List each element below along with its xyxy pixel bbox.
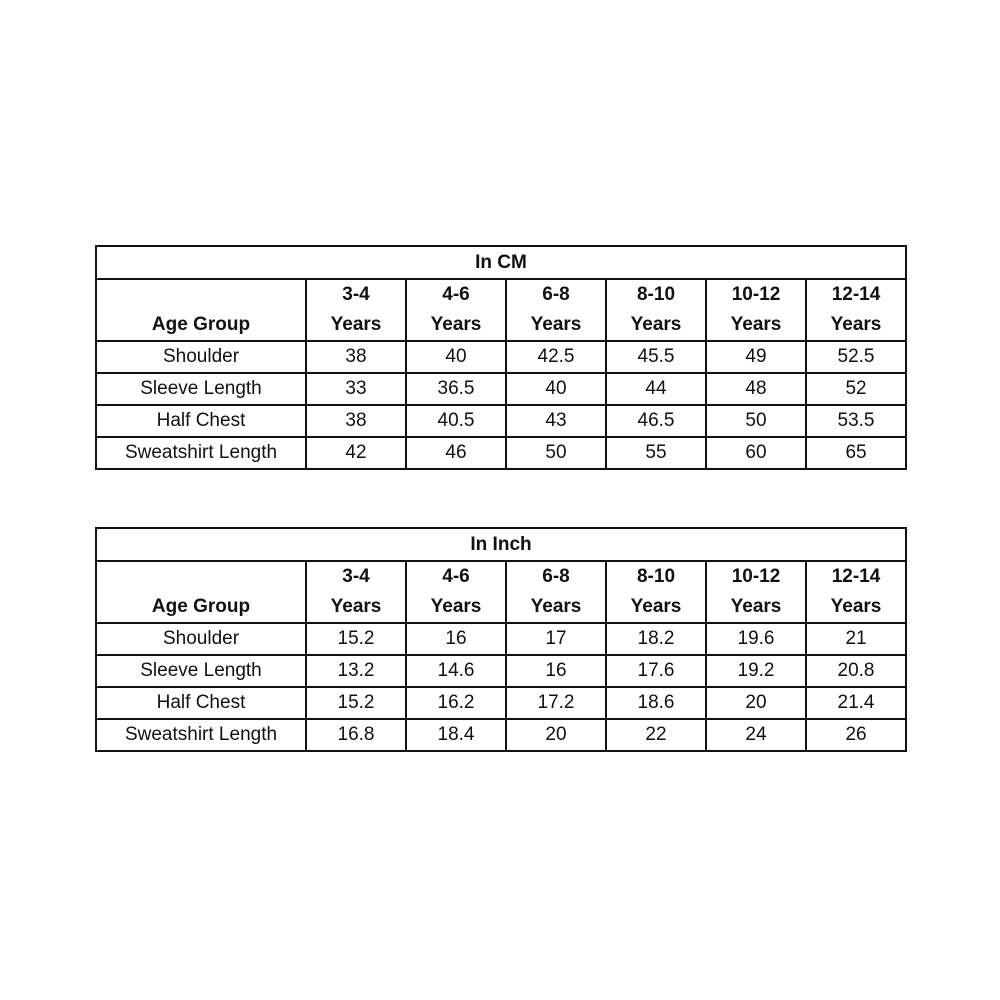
column-header-range: 8-10 [636,284,676,305]
table-cell: 50 [706,405,806,437]
table-cell: 48 [706,373,806,405]
table-cell: 24 [706,719,806,751]
column-header [606,561,706,623]
column-header [806,279,906,341]
table-cell: 65 [806,437,906,469]
table-cell: 18.6 [606,687,706,719]
table-cell: 15.2 [306,623,406,655]
table-header-row [96,279,906,341]
row-label: Half Chest [96,405,306,437]
table-cell: 33 [306,373,406,405]
table-row [96,719,906,751]
table-cell: 18.4 [406,719,506,751]
column-header-range: 12-14 [831,566,881,587]
table-header-row [96,561,906,623]
column-header-unit: Years [630,314,682,335]
table-row [96,373,906,405]
age-group-header: Age Group [96,561,306,623]
column-header-range: 4-6 [442,566,470,587]
size-table-inch [95,527,907,752]
table-cell: 45.5 [606,341,706,373]
table-cell: 20 [506,719,606,751]
table-cell: 20 [706,687,806,719]
table-cell: 52 [806,373,906,405]
table-cell: 16 [406,623,506,655]
table-cell: 52.5 [806,341,906,373]
table-cell: 46 [406,437,506,469]
table-cell: 19.2 [706,655,806,687]
column-header [406,561,506,623]
column-header-unit: Years [730,314,782,335]
table-cell: 43 [506,405,606,437]
table-cell: 55 [606,437,706,469]
column-header-unit: Years [430,596,482,617]
row-label: Sweatshirt Length [96,719,306,751]
table-title: In Inch [96,528,906,561]
column-header-unit: Years [830,596,882,617]
table-title: In CM [96,246,906,279]
table-row [96,623,906,655]
table-cell: 40.5 [406,405,506,437]
column-header-unit: Years [730,596,782,617]
table-cell: 16.8 [306,719,406,751]
row-label: Half Chest [96,687,306,719]
column-header-range: 3-4 [342,566,370,587]
column-header-unit: Years [830,314,882,335]
column-header-range: 10-12 [731,566,781,587]
table-title-row [96,528,906,561]
column-header-range: 6-8 [542,566,570,587]
column-header-unit: Years [330,596,382,617]
column-header-unit: Years [530,314,582,335]
row-label: Shoulder [96,623,306,655]
table-cell: 26 [806,719,906,751]
column-header-range: 6-8 [542,284,570,305]
row-label: Shoulder [96,341,306,373]
column-header [606,279,706,341]
column-header-unit: Years [630,596,682,617]
column-header [306,561,406,623]
table-cell: 53.5 [806,405,906,437]
column-header [806,561,906,623]
size-table-cm [95,245,907,470]
column-header-range: 8-10 [636,566,676,587]
column-header-range: 10-12 [731,284,781,305]
table-cell: 17.6 [606,655,706,687]
row-label: Sleeve Length [96,373,306,405]
table-cell: 17 [506,623,606,655]
column-header-range: 3-4 [342,284,370,305]
table-cell: 15.2 [306,687,406,719]
table-row [96,655,906,687]
table-cell: 40 [406,341,506,373]
table-cell: 46.5 [606,405,706,437]
column-header [506,279,606,341]
table-cell: 42 [306,437,406,469]
column-header-range: 12-14 [831,284,881,305]
table-cell: 60 [706,437,806,469]
row-label: Sleeve Length [96,655,306,687]
table-cell: 40 [506,373,606,405]
column-header [306,279,406,341]
column-header [506,561,606,623]
table-cell: 21 [806,623,906,655]
table-cell: 16 [506,655,606,687]
table-cell: 42.5 [506,341,606,373]
table-cell: 22 [606,719,706,751]
table-row [96,687,906,719]
age-group-header: Age Group [96,279,306,341]
table-cell: 17.2 [506,687,606,719]
table-row [96,405,906,437]
column-header-unit: Years [530,596,582,617]
table-cell: 49 [706,341,806,373]
row-label: Sweatshirt Length [96,437,306,469]
column-header-unit: Years [330,314,382,335]
table-cell: 38 [306,341,406,373]
table-cell: 36.5 [406,373,506,405]
table-cell: 20.8 [806,655,906,687]
table-row [96,437,906,469]
column-header [706,279,806,341]
table-cell: 21.4 [806,687,906,719]
table-cell: 14.6 [406,655,506,687]
column-header-unit: Years [430,314,482,335]
table-cell: 44 [606,373,706,405]
column-header-range: 4-6 [442,284,470,305]
table-cell: 38 [306,405,406,437]
table-cell: 50 [506,437,606,469]
table-row [96,341,906,373]
table-title-row [96,246,906,279]
column-header [706,561,806,623]
column-header [406,279,506,341]
table-cell: 13.2 [306,655,406,687]
table-cell: 18.2 [606,623,706,655]
table-cell: 19.6 [706,623,806,655]
table-cell: 16.2 [406,687,506,719]
